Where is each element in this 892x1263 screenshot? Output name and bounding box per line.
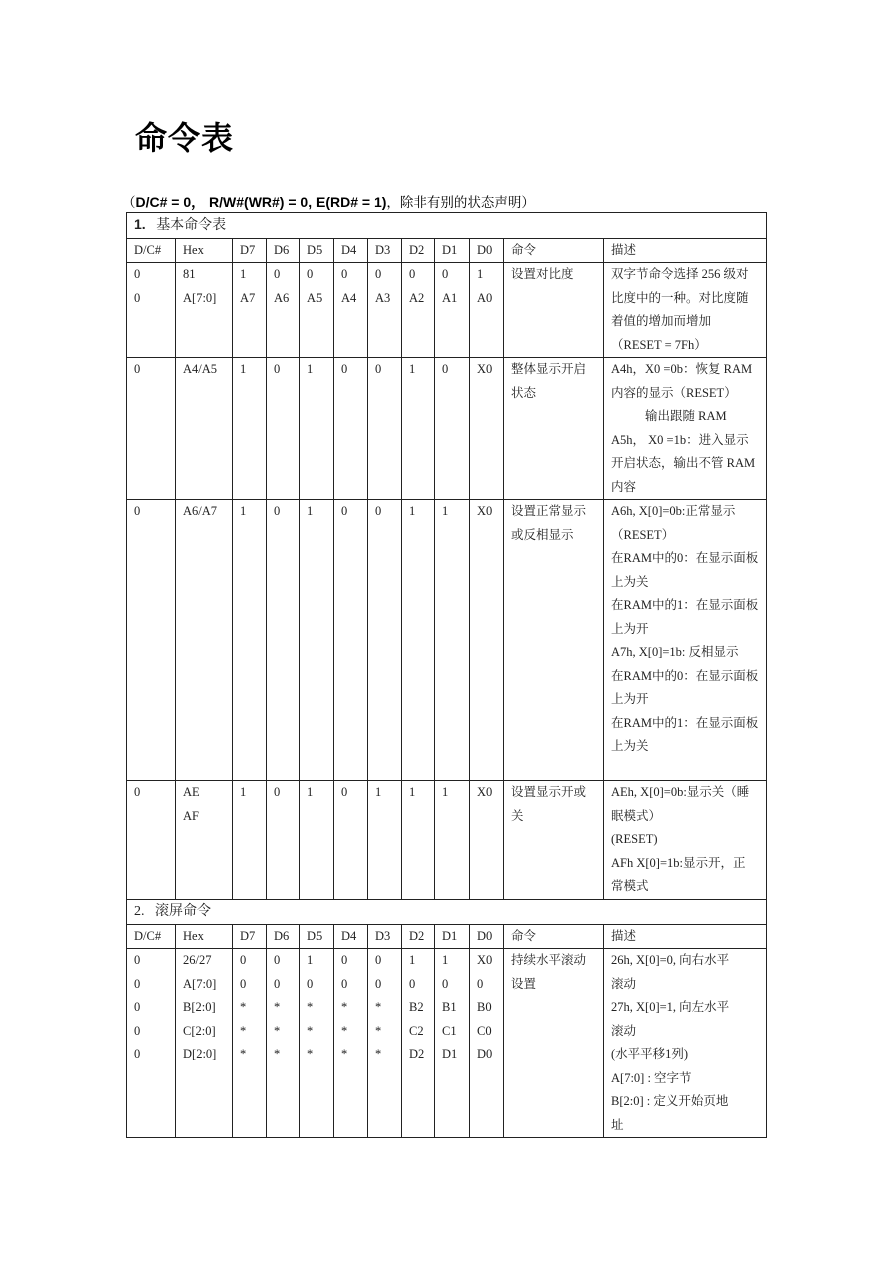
dc-cell bbox=[127, 781, 176, 900]
hex-cell-line: 81 bbox=[183, 267, 196, 281]
bit-cell-line: * bbox=[375, 1000, 382, 1014]
bit-cell-line: 0 bbox=[274, 976, 281, 991]
bit-cell-line: X0 bbox=[477, 362, 493, 376]
bit-cell bbox=[402, 781, 435, 900]
description-cell-line: 在RAM中的0：在显示面板 bbox=[611, 551, 759, 565]
bit-cell-line: B1 bbox=[442, 1000, 457, 1014]
description-cell-line: （RESET） bbox=[611, 527, 675, 542]
hex-cell-line: B[2:0] bbox=[183, 1000, 216, 1014]
column-header: D7 bbox=[233, 238, 267, 263]
section-title: 滚屏命令 bbox=[155, 904, 211, 919]
bit-cell-line: 0 bbox=[477, 976, 484, 991]
column-header: D1 bbox=[435, 238, 470, 263]
column-header: D3 bbox=[368, 238, 402, 263]
bit-cell-line: C2 bbox=[409, 1023, 424, 1038]
bit-cell-line: * bbox=[240, 1000, 247, 1014]
bit-cell-line: 0 bbox=[341, 267, 348, 281]
bit-cell bbox=[334, 263, 368, 358]
bit-cell bbox=[368, 263, 402, 358]
dc-cell-line: 0 bbox=[134, 267, 141, 281]
bit-cell-line: 0 bbox=[442, 362, 449, 376]
bit-cell-line: 0 bbox=[341, 976, 348, 991]
bit-cell-line: 1 bbox=[477, 267, 484, 281]
bit-cell bbox=[402, 263, 435, 358]
hex-cell-line: AE bbox=[183, 785, 200, 799]
bit-cell bbox=[233, 949, 267, 1138]
command-cell-line: 设置对比度 bbox=[511, 267, 574, 281]
bit-cell-line: 0 bbox=[274, 785, 281, 799]
bit-cell bbox=[334, 358, 368, 500]
bit-cell bbox=[470, 781, 504, 900]
column-header: D/C# bbox=[127, 924, 176, 949]
column-header: D4 bbox=[334, 924, 368, 949]
bit-cell bbox=[267, 949, 300, 1138]
header-row bbox=[127, 238, 767, 263]
table-row bbox=[127, 949, 767, 1138]
bit-cell-line: 0 bbox=[375, 953, 382, 967]
page-title: 命令表 bbox=[135, 119, 235, 157]
description-cell-line: 上为开 bbox=[611, 692, 649, 706]
bit-cell-line: 0 bbox=[240, 953, 247, 967]
bit-cell-line: 0 bbox=[240, 976, 247, 991]
hex-cell bbox=[176, 949, 233, 1138]
section2-title bbox=[127, 900, 767, 925]
command-cell-line: 或反相显示 bbox=[511, 527, 574, 542]
description-cell-line: 上为开 bbox=[611, 621, 649, 636]
bit-cell-line: 1 bbox=[409, 362, 416, 376]
bit-cell bbox=[233, 781, 267, 900]
bit-cell-line: * bbox=[341, 1023, 348, 1038]
bit-cell-line: 0 bbox=[341, 785, 348, 799]
bit-cell-line: C0 bbox=[477, 1023, 492, 1038]
table-row bbox=[127, 500, 767, 781]
description-cell-line: 26h, X[0]=0, 向右水平 bbox=[611, 953, 730, 967]
dc-cell bbox=[127, 263, 176, 358]
bit-cell-line: 1 bbox=[442, 953, 449, 967]
table-row bbox=[127, 358, 767, 500]
hex-cell bbox=[176, 500, 233, 781]
bit-cell bbox=[267, 263, 300, 358]
hex-cell bbox=[176, 781, 233, 900]
column-header: D6 bbox=[267, 238, 300, 263]
bit-cell-line: 0 bbox=[341, 953, 348, 967]
description-cell-line: 内容 bbox=[611, 479, 637, 494]
description-cell-line: (RESET) bbox=[611, 832, 658, 846]
bit-cell-line: 0 bbox=[442, 267, 449, 281]
note-tail: ，除非有别的状态声明） bbox=[386, 195, 535, 211]
description-cell bbox=[604, 358, 767, 500]
column-header: Hex bbox=[176, 238, 233, 263]
bit-cell bbox=[233, 500, 267, 781]
dc-cell-line: 0 bbox=[134, 362, 141, 376]
bit-cell-line: 1 bbox=[307, 362, 314, 376]
bit-cell bbox=[334, 500, 368, 781]
command-table-body bbox=[127, 213, 767, 1138]
column-header: 描述 bbox=[604, 238, 767, 263]
description-cell-line: 址 bbox=[611, 1117, 624, 1132]
bit-cell-line: 0 bbox=[274, 504, 281, 518]
bit-cell-line: D1 bbox=[442, 1047, 458, 1061]
description-cell-line: 滚动 bbox=[611, 1023, 637, 1038]
state-note bbox=[122, 191, 535, 212]
description-cell-line: 在RAM中的1：在显示面板 bbox=[611, 715, 759, 730]
bit-cell-line: A5 bbox=[307, 290, 323, 305]
description-cell-line: A6h, X[0]=0b:正常显示 bbox=[611, 504, 736, 518]
bit-cell bbox=[267, 500, 300, 781]
bit-cell bbox=[368, 781, 402, 900]
column-header: D4 bbox=[334, 238, 368, 263]
description-cell-line: A5h， X0 =1b：进入显示 bbox=[611, 432, 749, 447]
bit-cell bbox=[435, 781, 470, 900]
bit-cell-line: X0 bbox=[477, 504, 493, 518]
description-cell-line: 内容的显示（RESET） bbox=[611, 385, 737, 400]
bit-cell-line: 1 bbox=[442, 504, 449, 518]
column-header: D7 bbox=[233, 924, 267, 949]
column-header: 命令 bbox=[504, 924, 604, 949]
column-header: Hex bbox=[176, 924, 233, 949]
description-cell-line: 常模式 bbox=[611, 879, 649, 893]
bit-cell bbox=[334, 949, 368, 1138]
command-cell-line: 状态 bbox=[511, 385, 537, 400]
bit-cell-line: 1 bbox=[240, 785, 247, 799]
section1-title bbox=[127, 213, 767, 239]
bit-cell-line: X0 bbox=[477, 953, 493, 967]
column-header: D0 bbox=[470, 924, 504, 949]
command-cell-line: 设置 bbox=[511, 976, 537, 991]
bit-cell bbox=[435, 949, 470, 1138]
dc-cell-line: 0 bbox=[134, 976, 141, 991]
bit-cell-line: * bbox=[274, 1047, 281, 1061]
bit-cell bbox=[470, 263, 504, 358]
bit-cell-line: * bbox=[274, 1000, 281, 1014]
description-cell-line: 比度中的一种。对比度随 bbox=[611, 290, 749, 305]
description-cell-line: A7h, X[0]=1b: 反相显示 bbox=[611, 645, 739, 659]
bit-cell-line: 0 bbox=[307, 976, 314, 991]
description-cell bbox=[604, 781, 767, 900]
dc-cell-line: 0 bbox=[134, 1023, 141, 1038]
bit-cell-line: C1 bbox=[442, 1023, 457, 1038]
column-header: D0 bbox=[470, 238, 504, 263]
hex-cell-line: AF bbox=[183, 808, 199, 823]
bit-cell-line: 0 bbox=[274, 953, 281, 967]
bit-cell bbox=[334, 781, 368, 900]
bit-cell-line: 1 bbox=[409, 785, 416, 799]
description-cell-line: 眠模式） bbox=[611, 808, 662, 823]
bit-cell-line: * bbox=[375, 1047, 382, 1061]
table-row bbox=[127, 781, 767, 900]
bit-cell-line: * bbox=[240, 1047, 247, 1061]
bit-cell bbox=[402, 949, 435, 1138]
description-cell-line: 在RAM中的0：在显示面板 bbox=[611, 668, 759, 683]
bit-cell-line: 1 bbox=[240, 362, 247, 376]
bit-cell bbox=[402, 358, 435, 500]
hex-cell-line: A4/A5 bbox=[183, 362, 218, 376]
bit-cell-line: 0 bbox=[409, 267, 416, 281]
bit-cell bbox=[233, 263, 267, 358]
bit-cell-line: * bbox=[341, 1000, 348, 1014]
bit-cell bbox=[470, 358, 504, 500]
dc-cell-line: 0 bbox=[134, 290, 141, 305]
bit-cell-line: * bbox=[307, 1000, 314, 1014]
description-cell-line: 27h, X[0]=1, 向左水平 bbox=[611, 1000, 730, 1014]
description-cell-line: AFh X[0]=1b:显示开，正 bbox=[611, 855, 746, 870]
bit-cell bbox=[300, 949, 334, 1138]
dc-cell-line: 0 bbox=[134, 785, 141, 799]
description-cell-line: 上为关 bbox=[611, 739, 649, 753]
description-cell-line: 滚动 bbox=[611, 976, 637, 991]
note-open-paren: （ bbox=[122, 195, 136, 211]
section-number: 2. bbox=[134, 904, 145, 919]
bit-cell-line: 0 bbox=[307, 267, 314, 281]
section-title: 基本命令表 bbox=[156, 218, 227, 233]
bit-cell-line: 0 bbox=[409, 976, 416, 991]
bit-cell bbox=[300, 263, 334, 358]
column-header: D3 bbox=[368, 924, 402, 949]
command-cell bbox=[504, 949, 604, 1138]
dc-cell bbox=[127, 358, 176, 500]
bit-cell-line: 0 bbox=[375, 504, 382, 518]
description-cell bbox=[604, 500, 767, 781]
bit-cell-line: * bbox=[341, 1047, 348, 1061]
description-cell-line: A4h，X0 =0b：恢复 RAM bbox=[611, 362, 753, 376]
command-cell-line: 设置显示开或 bbox=[511, 785, 587, 799]
hex-cell bbox=[176, 358, 233, 500]
bit-cell bbox=[470, 949, 504, 1138]
description-cell-line: 着值的增加而增加 bbox=[611, 314, 712, 328]
bit-cell-line: 1 bbox=[307, 785, 314, 799]
bit-cell bbox=[435, 263, 470, 358]
dc-cell-line: 0 bbox=[134, 953, 141, 967]
bit-cell-line: B2 bbox=[409, 1000, 424, 1014]
description-cell-line: 上为关 bbox=[611, 574, 649, 589]
bit-cell-line: 1 bbox=[307, 953, 314, 967]
dc-cell-line: 0 bbox=[134, 504, 141, 518]
bit-cell bbox=[267, 358, 300, 500]
bit-cell bbox=[300, 358, 334, 500]
command-cell-line: 设置正常显示 bbox=[511, 504, 587, 518]
bit-cell-line: A6 bbox=[274, 290, 290, 305]
bit-cell-line: 0 bbox=[375, 362, 382, 376]
hex-cell-line: C[2:0] bbox=[183, 1023, 216, 1038]
bit-cell-line: 1 bbox=[307, 504, 314, 518]
column-header: D1 bbox=[435, 924, 470, 949]
column-header: D/C# bbox=[127, 238, 176, 263]
column-header: 命令 bbox=[504, 238, 604, 263]
bit-cell-line: A0 bbox=[477, 290, 493, 305]
bit-cell-line: 0 bbox=[442, 976, 449, 991]
description-cell-line: (水平平移1列) bbox=[611, 1047, 689, 1061]
description-cell-line: 双字节命令选择 256 级对 bbox=[611, 267, 749, 281]
description-cell bbox=[604, 949, 767, 1138]
bit-cell-line: A2 bbox=[409, 290, 425, 305]
bit-cell bbox=[435, 358, 470, 500]
bit-cell bbox=[368, 358, 402, 500]
bit-cell-line: * bbox=[307, 1047, 314, 1061]
dc-cell bbox=[127, 500, 176, 781]
description-cell bbox=[604, 263, 767, 358]
dc-cell-line: 0 bbox=[134, 1047, 141, 1061]
bit-cell-line: D2 bbox=[409, 1047, 425, 1061]
hex-cell-line: A[7:0] bbox=[183, 290, 217, 305]
bit-cell bbox=[300, 781, 334, 900]
bit-cell bbox=[435, 500, 470, 781]
command-cell bbox=[504, 500, 604, 781]
bit-cell bbox=[267, 781, 300, 900]
note-conditions: D/C# = 0， R/W#(WR#) = 0, E(RD# = 1) bbox=[135, 194, 387, 210]
bit-cell bbox=[233, 358, 267, 500]
description-cell-line: 输出跟随 RAM bbox=[645, 409, 727, 423]
description-cell-line: AEh, X[0]=0b:显示关（睡 bbox=[611, 785, 750, 799]
description-cell-line: 开启状态，输出不管 RAM bbox=[611, 456, 756, 470]
bit-cell-line: 0 bbox=[375, 976, 382, 991]
column-header: D5 bbox=[300, 238, 334, 263]
bit-cell-line: A4 bbox=[341, 290, 357, 305]
bit-cell-line: 0 bbox=[375, 267, 382, 281]
section1-title-row bbox=[127, 213, 767, 239]
command-cell bbox=[504, 781, 604, 900]
bit-cell-line: A3 bbox=[375, 290, 391, 305]
bit-cell bbox=[470, 500, 504, 781]
hex-cell-line: A[7:0] bbox=[183, 976, 217, 991]
bit-cell-line: B0 bbox=[477, 1000, 492, 1014]
bit-cell-line: * bbox=[274, 1023, 281, 1038]
bit-cell-line: A7 bbox=[240, 290, 256, 305]
description-cell-line: B[2:0] : 定义开始页地 bbox=[611, 1094, 729, 1108]
table-row bbox=[127, 263, 767, 358]
description-cell-line: A[7:0] : 空字节 bbox=[611, 1070, 692, 1085]
bit-cell-line: 1 bbox=[240, 267, 247, 281]
bit-cell-line: 1 bbox=[375, 785, 382, 799]
bit-cell-line: 1 bbox=[409, 504, 416, 518]
bit-cell-line: * bbox=[240, 1023, 247, 1038]
bit-cell-line: 0 bbox=[341, 504, 348, 518]
section-number: 1. bbox=[134, 216, 146, 232]
command-table bbox=[126, 212, 767, 1138]
column-header: D2 bbox=[402, 924, 435, 949]
bit-cell-line: 0 bbox=[341, 362, 348, 376]
dc-cell bbox=[127, 949, 176, 1138]
bit-cell bbox=[368, 949, 402, 1138]
bit-cell-line: 1 bbox=[240, 504, 247, 518]
bit-cell bbox=[368, 500, 402, 781]
column-header: D5 bbox=[300, 924, 334, 949]
command-cell bbox=[504, 263, 604, 358]
bit-cell-line: * bbox=[375, 1023, 382, 1038]
command-cell-line: 整体显示开启 bbox=[511, 362, 587, 376]
hex-cell bbox=[176, 263, 233, 358]
hex-cell-line: A6/A7 bbox=[183, 504, 218, 518]
bit-cell-line: 1 bbox=[442, 785, 449, 799]
header-row bbox=[127, 924, 767, 949]
bit-cell-line: A1 bbox=[442, 290, 458, 305]
bit-cell-line: D0 bbox=[477, 1047, 493, 1061]
hex-cell-line: 26/27 bbox=[183, 953, 212, 967]
column-header: D2 bbox=[402, 238, 435, 263]
hex-cell-line: D[2:0] bbox=[183, 1047, 217, 1061]
column-header: D6 bbox=[267, 924, 300, 949]
description-cell-line: （RESET = 7Fh） bbox=[611, 337, 707, 352]
bit-cell bbox=[300, 500, 334, 781]
command-cell bbox=[504, 358, 604, 500]
bit-cell bbox=[402, 500, 435, 781]
dc-cell-line: 0 bbox=[134, 1000, 141, 1014]
bit-cell-line: 1 bbox=[409, 953, 416, 967]
bit-cell-line: 0 bbox=[274, 267, 281, 281]
bit-cell-line: X0 bbox=[477, 785, 493, 799]
bit-cell-line: * bbox=[307, 1023, 314, 1038]
column-header: 描述 bbox=[604, 924, 767, 949]
command-cell-line: 关 bbox=[511, 808, 524, 823]
bit-cell-line: 0 bbox=[274, 362, 281, 376]
section2-title-row bbox=[127, 900, 767, 925]
description-cell-line: 在RAM中的1：在显示面板 bbox=[611, 598, 759, 612]
command-cell-line: 持续水平滚动 bbox=[511, 953, 587, 967]
